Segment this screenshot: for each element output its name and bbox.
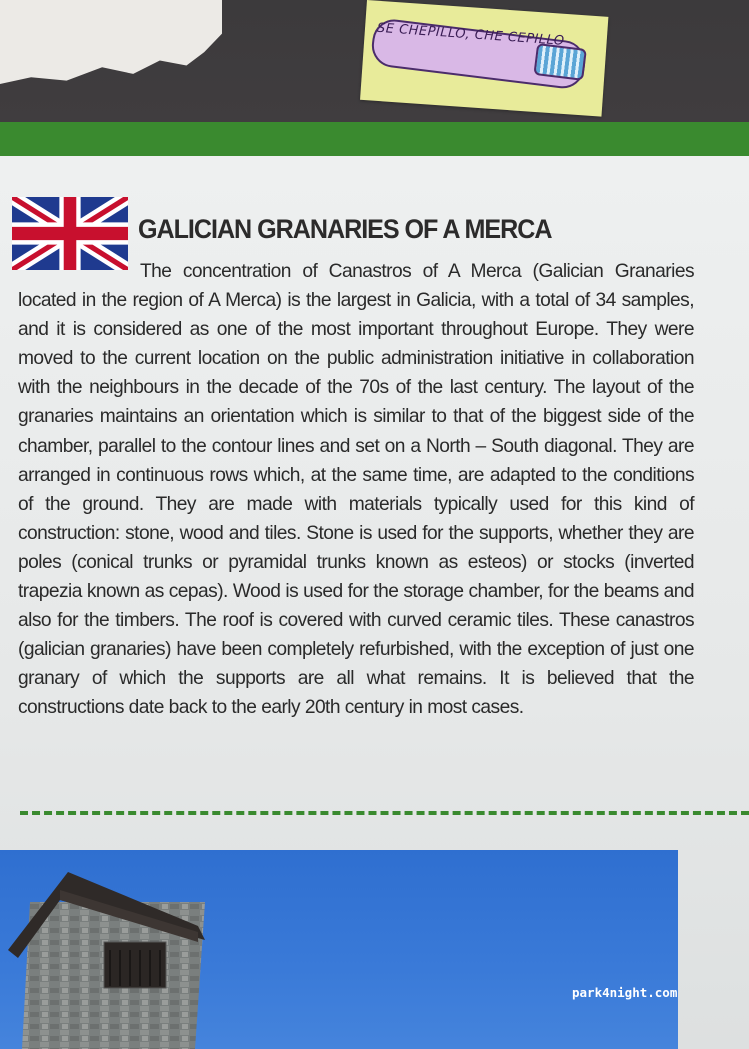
tower-photo <box>0 850 678 1049</box>
toothbrush-sticker <box>360 0 608 117</box>
sticker-text: SE CHEPILLO, CHE CEPILLO <box>376 20 565 49</box>
sign-body-text: The concentration of Canastros of A Merca (Galician Granaries located in the region of A Merca) is the largest in Galicia, with a total of 34 samples, and it is considered as one of the most important throughout Europe. They were moved to the current location on the public administration initiative in collaboration with the neighbours in the decade of the 70s of the last century. The layout of the granaries maintains an orientation which is similar to that of the biggest side of the chamber, parallel to the contour lines and set on a North – South diagonal. They are arranged in continuous rows which, at the same time, are adapted to the conditions of the ground. They are made with materials typically used for this kind of construction: stone, wood and tiles. Stone is used for the supports, whether they are poles (conical trunks or pyramidal trunks known as esteos) or stocks (inverted trapezia known as cepas). Wood is used for the storage chamber, for the beams and also for the timbers. The roof is covered with curved ceramic tiles. These canastros (galician granaries) have been completely refurbished, with the exception of just one granary of which the supports are all what remains. It is believed that the constructions date back to the early 20th century in most cases. <box>18 261 694 719</box>
green-header-stripe <box>0 122 749 156</box>
park4night-watermark: park4night.com <box>572 985 678 1000</box>
dashed-divider <box>20 811 749 815</box>
sign-title: GALICIAN GRANARIES OF A MERCA <box>138 214 552 244</box>
